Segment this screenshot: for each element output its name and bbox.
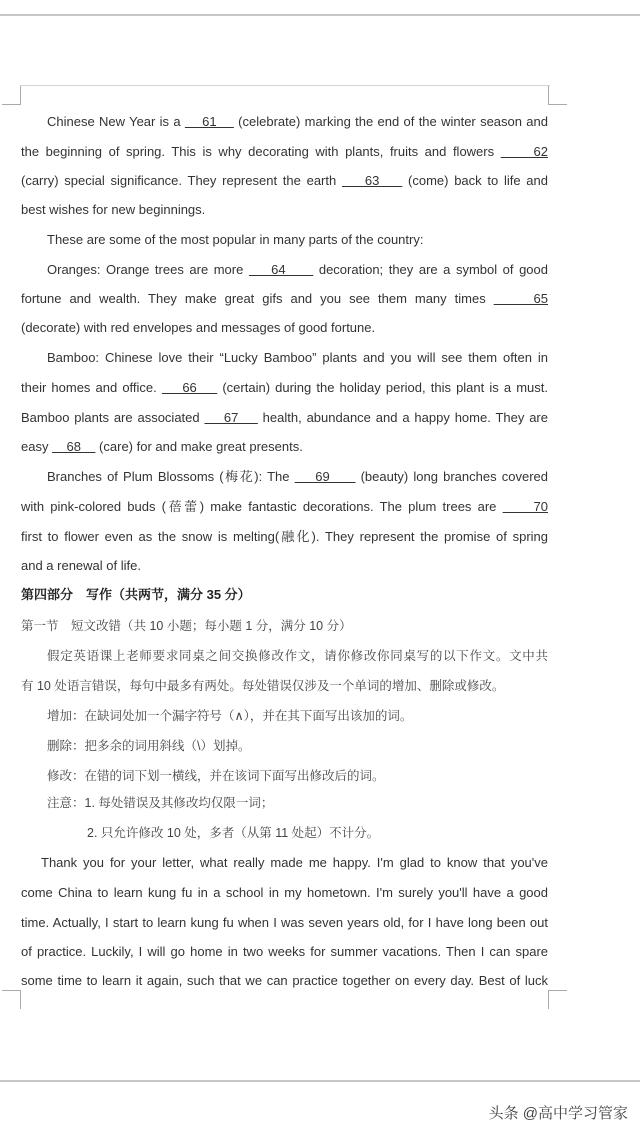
text-segment: easy [21, 439, 53, 454]
text-line [47, 262, 548, 278]
text-segment: 删除：把多余的词用斜线（\）划掉。 [47, 739, 251, 753]
text-line [21, 144, 548, 160]
answer-blank: 61 [184, 114, 234, 129]
text-line [47, 708, 548, 724]
answer-blank: 67 [204, 410, 258, 425]
text-segment: time. Actually, I start to learn kung fu when I was seven years old, for I have long been out [21, 915, 548, 930]
page-top-edge [20, 85, 550, 86]
text-segment: decoration; they are a symbol of good [313, 262, 548, 277]
text-line [21, 439, 548, 455]
text-line [47, 738, 548, 754]
text-line [21, 618, 548, 634]
text-line [41, 855, 548, 871]
top-divider [0, 14, 640, 16]
text-segment: These are some of the most popular in many parts of the country: [47, 232, 424, 247]
text-line [47, 795, 548, 811]
text-line [21, 410, 548, 426]
watermark: 头条 @高中学习管家 [488, 1105, 628, 1122]
text-line [21, 678, 548, 694]
answer-blank: 66 [161, 380, 218, 395]
text-segment: (come) back to life and [402, 173, 548, 188]
text-segment: 有 10 处语言错误，每句中最多有两处。每处错误仅涉及一个单词的增加、删除或修改。 [21, 679, 505, 693]
text-line [21, 587, 548, 603]
corner-mark-bottom-right [548, 990, 567, 1009]
text-segment: (carry) special significance. They represent the earth [21, 173, 342, 188]
text-line [21, 499, 548, 515]
text-segment: 增加：在缺词处加一个漏字符号（∧），并在其下面写出该加的词。 [47, 709, 413, 723]
answer-blank: 62 [500, 144, 548, 159]
text-segment: (certain) during the holiday period, this plant is a must. [217, 380, 548, 395]
answer-blank: 68 [52, 439, 96, 454]
corner-mark-bottom-left [2, 990, 21, 1009]
answer-blank: 70 [502, 499, 548, 514]
text-segment: 第一节 短文改错（共 10 小题；每小题 1 分，满分 10 分） [21, 619, 352, 633]
text-segment: Oranges: Orange trees are more [47, 262, 249, 277]
text-segment: (care) for and make great presents. [95, 439, 303, 454]
text-segment: of practice. Luckily, I will go home in two weeks for summer vacations. Then I can spare [21, 944, 548, 959]
text-segment: health, abundance and a happy home. They are [257, 410, 548, 425]
text-line [47, 648, 548, 664]
text-segment: (celebrate) marking the end of the winter season and [233, 114, 548, 129]
text-segment: fortune and wealth. They make great gifs and you see them many times [21, 291, 494, 306]
text-line [21, 885, 548, 901]
text-segment: 2. 只允许修改 10 处，多者（从第 11 处起）不计分。 [87, 826, 380, 840]
text-segment: 第四部分 写作（共两节，满分 35 分） [21, 587, 251, 602]
text-segment: and a renewal of life. [21, 558, 141, 573]
text-segment: 注意：1. 每处错误及其修改均仅限一词； [47, 796, 274, 810]
text-segment: 假定英语课上老师要求同桌之间交换修改作文，请你修改你同桌写的以下作文。文中共 [47, 649, 548, 663]
text-line [47, 350, 548, 366]
text-line [47, 768, 548, 784]
text-line [21, 529, 548, 545]
text-line [21, 558, 548, 574]
text-segment: (decorate) with red envelopes and messages of good fortune. [21, 320, 376, 335]
text-line [21, 915, 548, 931]
text-segment: Branches of Plum Blossoms (梅花): The [47, 469, 295, 484]
text-line [21, 173, 548, 189]
corner-mark-top-right [548, 86, 567, 105]
text-segment: Thank you for your letter, what really made me happy. I'm glad to know that you've [41, 855, 548, 870]
text-line [47, 114, 548, 130]
text-segment: Bamboo plants are associated [21, 410, 205, 425]
text-segment: come China to learn kung fu in a school in my hometown. I'm surely you'll have a good [21, 885, 548, 900]
text-line [21, 320, 548, 336]
text-segment: the beginning of spring. This is why decorating with plants, fruits and flowers [21, 144, 501, 159]
text-line [21, 380, 548, 396]
text-segment: 修改：在错的词下划一横线，并在该词下面写出修改后的词。 [47, 769, 385, 783]
answer-blank: 64 [248, 262, 314, 277]
text-line [21, 202, 548, 218]
text-line [87, 825, 548, 841]
text-line [47, 469, 548, 485]
text-line [47, 232, 548, 248]
bottom-divider [0, 1080, 640, 1082]
text-segment: with pink-colored buds (蓓蕾) make fantastic decorations. The plum trees are [21, 499, 503, 514]
text-segment: (beauty) long branches covered [355, 469, 548, 484]
text-line [21, 944, 548, 960]
text-segment: Bamboo: Chinese love their “Lucky Bamboo” plants and you will see them often in [47, 350, 548, 365]
text-segment: their homes and office. [21, 380, 162, 395]
text-segment: first to flower even as the snow is melting(融化). They represent the promise of spring [21, 529, 548, 544]
corner-mark-top-left [2, 86, 21, 105]
text-segment: best wishes for new beginnings. [21, 202, 206, 217]
answer-blank: 69 [294, 469, 356, 484]
text-segment: Chinese New Year is a [47, 114, 185, 129]
text-segment: some time to learn it again, such that we can practice together on every day. Best of luck [21, 973, 548, 988]
text-line [21, 973, 548, 989]
answer-blank: 63 [341, 173, 403, 188]
text-line [21, 291, 548, 307]
answer-blank: 65 [493, 291, 548, 306]
